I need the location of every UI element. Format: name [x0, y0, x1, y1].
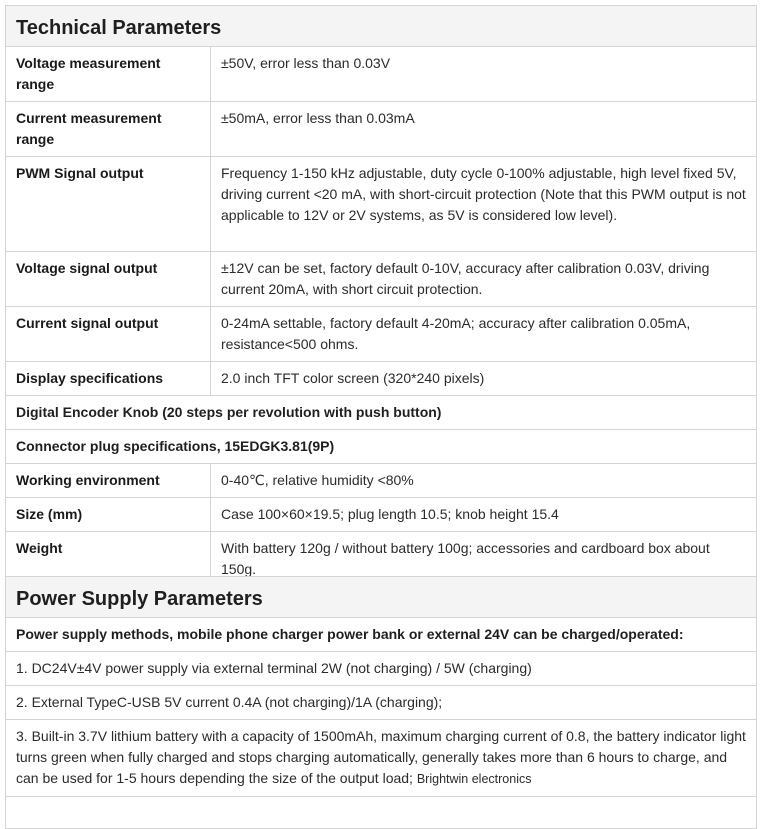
row-value-pwm-output: Frequency 1-150 kHz adjustable, duty cycle 0-100% adjustable, high level fixed 5V, driving current <20 mA, with short-circuit protection (Note that this PWM output is not applicable to 12V or 2V systems, as 5V is considered low level).	[211, 157, 757, 252]
row-label-display-spec: Display specifications	[6, 362, 211, 396]
row-label-size: Size (mm)	[6, 498, 211, 532]
power-supply-parameters-title: Power Supply Parameters	[6, 577, 757, 618]
technical-parameters-title: Technical Parameters	[6, 6, 757, 47]
power-supply-methods-header: Power supply methods, mobile phone charger power bank or external 24V can be charged/operated:	[6, 618, 757, 652]
row-label-voltage-measurement: Voltage measurement range	[6, 47, 211, 102]
row-value-working-environment: 0-40℃, relative humidity <80%	[211, 464, 757, 498]
row-value-display-spec: 2.0 inch TFT color screen (320*240 pixels)	[211, 362, 757, 396]
technical-parameters-table	[5, 5, 757, 587]
power-item-2: 2. External TypeC-USB 5V current 0.4A (not charging)/1A (charging);	[6, 686, 757, 720]
row-value-size: Case 100×60×19.5; plug length 10.5; knob height 15.4	[211, 498, 757, 532]
power-item-1: 1. DC24V±4V power supply via external terminal 2W (not charging) / 5W (charging)	[6, 652, 757, 686]
row-value-current-measurement: ±50mA, error less than 0.03mA	[211, 102, 757, 157]
row-value-voltage-signal-output: ±12V can be set, factory default 0-10V, accuracy after calibration 0.03V, driving current 20mA, with short circuit protection.	[211, 252, 757, 307]
row-connector-plug: Connector plug specifications, 15EDGK3.81(9P)	[6, 430, 757, 464]
power-supply-parameters-table	[5, 576, 757, 829]
row-label-working-environment: Working environment	[6, 464, 211, 498]
row-label-current-signal-output: Current signal output	[6, 307, 211, 362]
row-label-current-measurement: Current measurement range	[6, 102, 211, 157]
row-encoder-knob: Digital Encoder Knob (20 steps per revolution with push button)	[6, 396, 757, 430]
row-value-weight: With battery 120g / without battery 100g; accessories and cardboard box about 150g.	[211, 532, 757, 587]
brand-note: Brightwin electronics	[416, 772, 532, 786]
row-label-voltage-signal-output: Voltage signal output	[6, 252, 211, 307]
power-item-3	[6, 720, 757, 797]
row-value-voltage-measurement: ±50V, error less than 0.03V	[211, 47, 757, 102]
row-label-weight: Weight	[6, 532, 211, 587]
row-label-pwm-output: PWM Signal output	[6, 157, 211, 252]
power-item-3-text: 3. Built-in 3.7V lithium battery with a capacity of 1500mAh, maximum charging current of 0.8, the battery indicator light turns green when fully charged and stops charging automatically, generally takes more than 6 hours to charge, and can be used for 1-5 hours depending the size of the output load;	[16, 728, 746, 786]
empty-row	[6, 797, 757, 829]
row-value-current-signal-output: 0-24mA settable, factory default 4-20mA; accuracy after calibration 0.05mA, resistance<500 ohms.	[211, 307, 757, 362]
